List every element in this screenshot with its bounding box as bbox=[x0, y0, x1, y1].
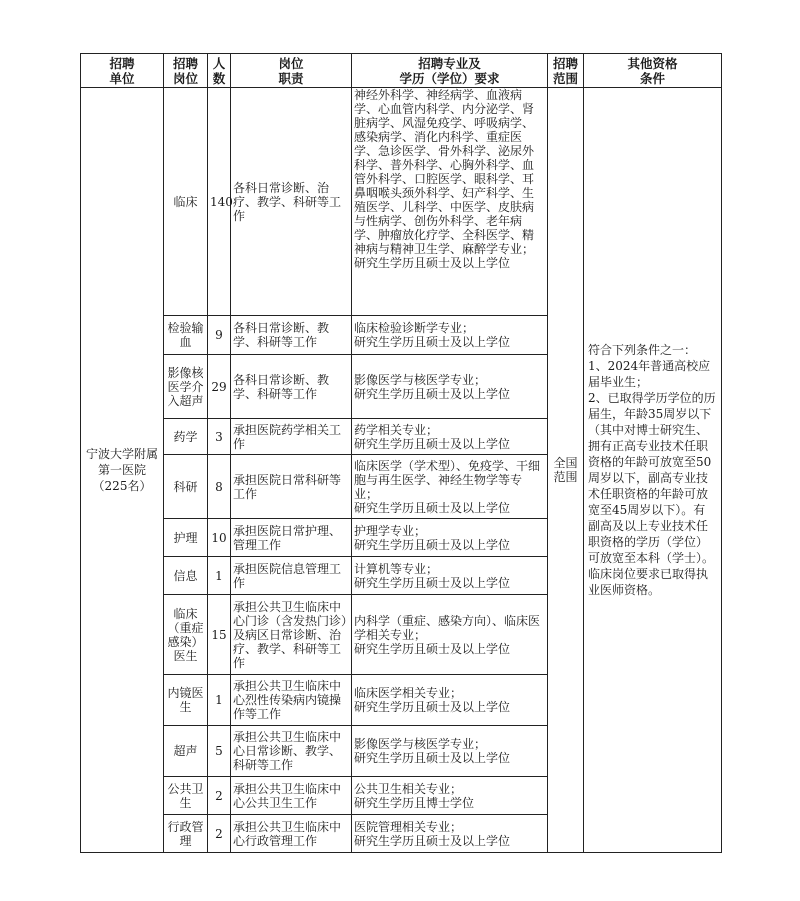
duty-cell: 各科日常诊断、教学、科研等工作 bbox=[231, 355, 352, 419]
duty-cell: 承担公共卫生临床中心门诊（含发热门诊）及病区日常诊断、治疗、教学、科研等工作 bbox=[231, 595, 352, 675]
count-cell: 15 bbox=[208, 595, 231, 675]
major-cell: 神经外科学、神经病学、血液病学、心血管内科学、内分泌学、肾脏病学、风湿免疫学、呼吸病学、感染病学、消化内科学、重症医学、急诊医学、骨外科学、泌尿外科学、普外科学、心胸外科学、血管外科学、口腔医学、眼科学、耳鼻咽喉头颈外科学、妇产科学、生殖医学、儿科学、中医学、皮肤病与性病学、创伤外科学、老年病学、肿瘤放化疗学、全科医学、精神病与精神卫生学、麻醉学专业； 研究生学历且硕士及以上学位 bbox=[352, 88, 548, 316]
count-cell: 2 bbox=[208, 777, 231, 815]
count-cell: 9 bbox=[208, 316, 231, 355]
count-cell: 1 bbox=[208, 557, 231, 595]
count-cell: 1 bbox=[208, 675, 231, 726]
post-cell: 影像核医学介入超声 bbox=[164, 355, 208, 419]
post-cell: 临床（重症感染）医生 bbox=[164, 595, 208, 675]
recruiting-scope: 全国范围 bbox=[548, 88, 584, 853]
header-scope: 招聘 范围 bbox=[548, 54, 584, 88]
post-cell: 公共卫生 bbox=[164, 777, 208, 815]
post-cell: 内镜医生 bbox=[164, 675, 208, 726]
post-cell: 超声 bbox=[164, 726, 208, 777]
recruiting-unit: 宁波大学附属第一医院（225名） bbox=[81, 88, 164, 853]
count-cell: 3 bbox=[208, 419, 231, 455]
major-cell: 临床医学相关专业； 研究生学历且硕士及以上学位 bbox=[352, 675, 548, 726]
count-cell: 29 bbox=[208, 355, 231, 419]
header-other: 其他资格 条件 bbox=[584, 54, 722, 88]
duty-cell: 承担公共卫生临床中心公共卫生工作 bbox=[231, 777, 352, 815]
major-cell: 医院管理相关专业； 研究生学历且硕士及以上学位 bbox=[352, 815, 548, 853]
post-cell: 临床 bbox=[164, 88, 208, 316]
count-cell: 5 bbox=[208, 726, 231, 777]
duty-cell: 承担医院信息管理工作 bbox=[231, 557, 352, 595]
other-conditions: 符合下列条件之一： 1、2024年普通高校应届毕业生； 2、已取得学历学位的历届生，年龄35周岁以下（其中对博士研究生、拥有正高专业技术任职资格的年龄可放宽至50周岁以下，副高专业技术任职资格的年龄可放宽至45周岁以下）。有副高及以上专业技术任职资格的学历（学位）可放宽至本科（学士）。临床岗位要求已取得执业医师资格。 bbox=[584, 88, 722, 853]
post-cell: 检验输血 bbox=[164, 316, 208, 355]
post-cell: 护理 bbox=[164, 519, 208, 557]
count-cell: 140 bbox=[208, 88, 231, 316]
major-cell: 公共卫生相关专业； 研究生学历且博士学位 bbox=[352, 777, 548, 815]
duty-cell: 各科日常诊断、治疗、教学、科研等工作 bbox=[231, 88, 352, 316]
duty-cell: 各科日常诊断、教学、科研等工作 bbox=[231, 316, 352, 355]
header-row bbox=[81, 54, 722, 88]
major-cell: 药学相关专业； 研究生学历且硕士及以上学位 bbox=[352, 419, 548, 455]
major-cell: 内科学（重症、感染方向）、临床医学相关专业； 研究生学历且硕士及以上学位 bbox=[352, 595, 548, 675]
recruitment-table bbox=[80, 53, 722, 853]
header-duty: 岗位 职责 bbox=[231, 54, 352, 88]
header-post: 招聘 岗位 bbox=[164, 54, 208, 88]
post-cell: 行政管理 bbox=[164, 815, 208, 853]
duty-cell: 承担公共卫生临床中心日常诊断、教学、科研等工作 bbox=[231, 726, 352, 777]
major-cell: 护理学专业； 研究生学历且硕士及以上学位 bbox=[352, 519, 548, 557]
major-cell: 影像医学与核医学专业； 研究生学历且硕士及以上学位 bbox=[352, 726, 548, 777]
major-cell: 计算机等专业； 研究生学历且硕士及以上学位 bbox=[352, 557, 548, 595]
count-cell: 10 bbox=[208, 519, 231, 557]
count-cell: 2 bbox=[208, 815, 231, 853]
duty-cell: 承担医院日常护理、管理工作 bbox=[231, 519, 352, 557]
duty-cell: 承担医院药学相关工作 bbox=[231, 419, 352, 455]
major-cell: 影像医学与核医学专业； 研究生学历且硕士及以上学位 bbox=[352, 355, 548, 419]
duty-cell: 承担公共卫生临床中心烈性传染病内镜操作等工作 bbox=[231, 675, 352, 726]
table-row bbox=[81, 88, 722, 316]
major-cell: 临床医学（学术型）、免疫学、干细胞与再生医学、神经生物学等专业； 研究生学历且硕士及以上学位 bbox=[352, 455, 548, 519]
post-cell: 药学 bbox=[164, 419, 208, 455]
major-cell: 临床检验诊断学专业； 研究生学历且硕士及以上学位 bbox=[352, 316, 548, 355]
header-unit: 招聘 单位 bbox=[81, 54, 164, 88]
post-cell: 信息 bbox=[164, 557, 208, 595]
header-major: 招聘专业及 学历（学位）要求 bbox=[352, 54, 548, 88]
duty-cell: 承担公共卫生临床中心行政管理工作 bbox=[231, 815, 352, 853]
count-cell: 8 bbox=[208, 455, 231, 519]
duty-cell: 承担医院日常科研等工作 bbox=[231, 455, 352, 519]
header-count: 人数 bbox=[208, 54, 231, 88]
post-cell: 科研 bbox=[164, 455, 208, 519]
